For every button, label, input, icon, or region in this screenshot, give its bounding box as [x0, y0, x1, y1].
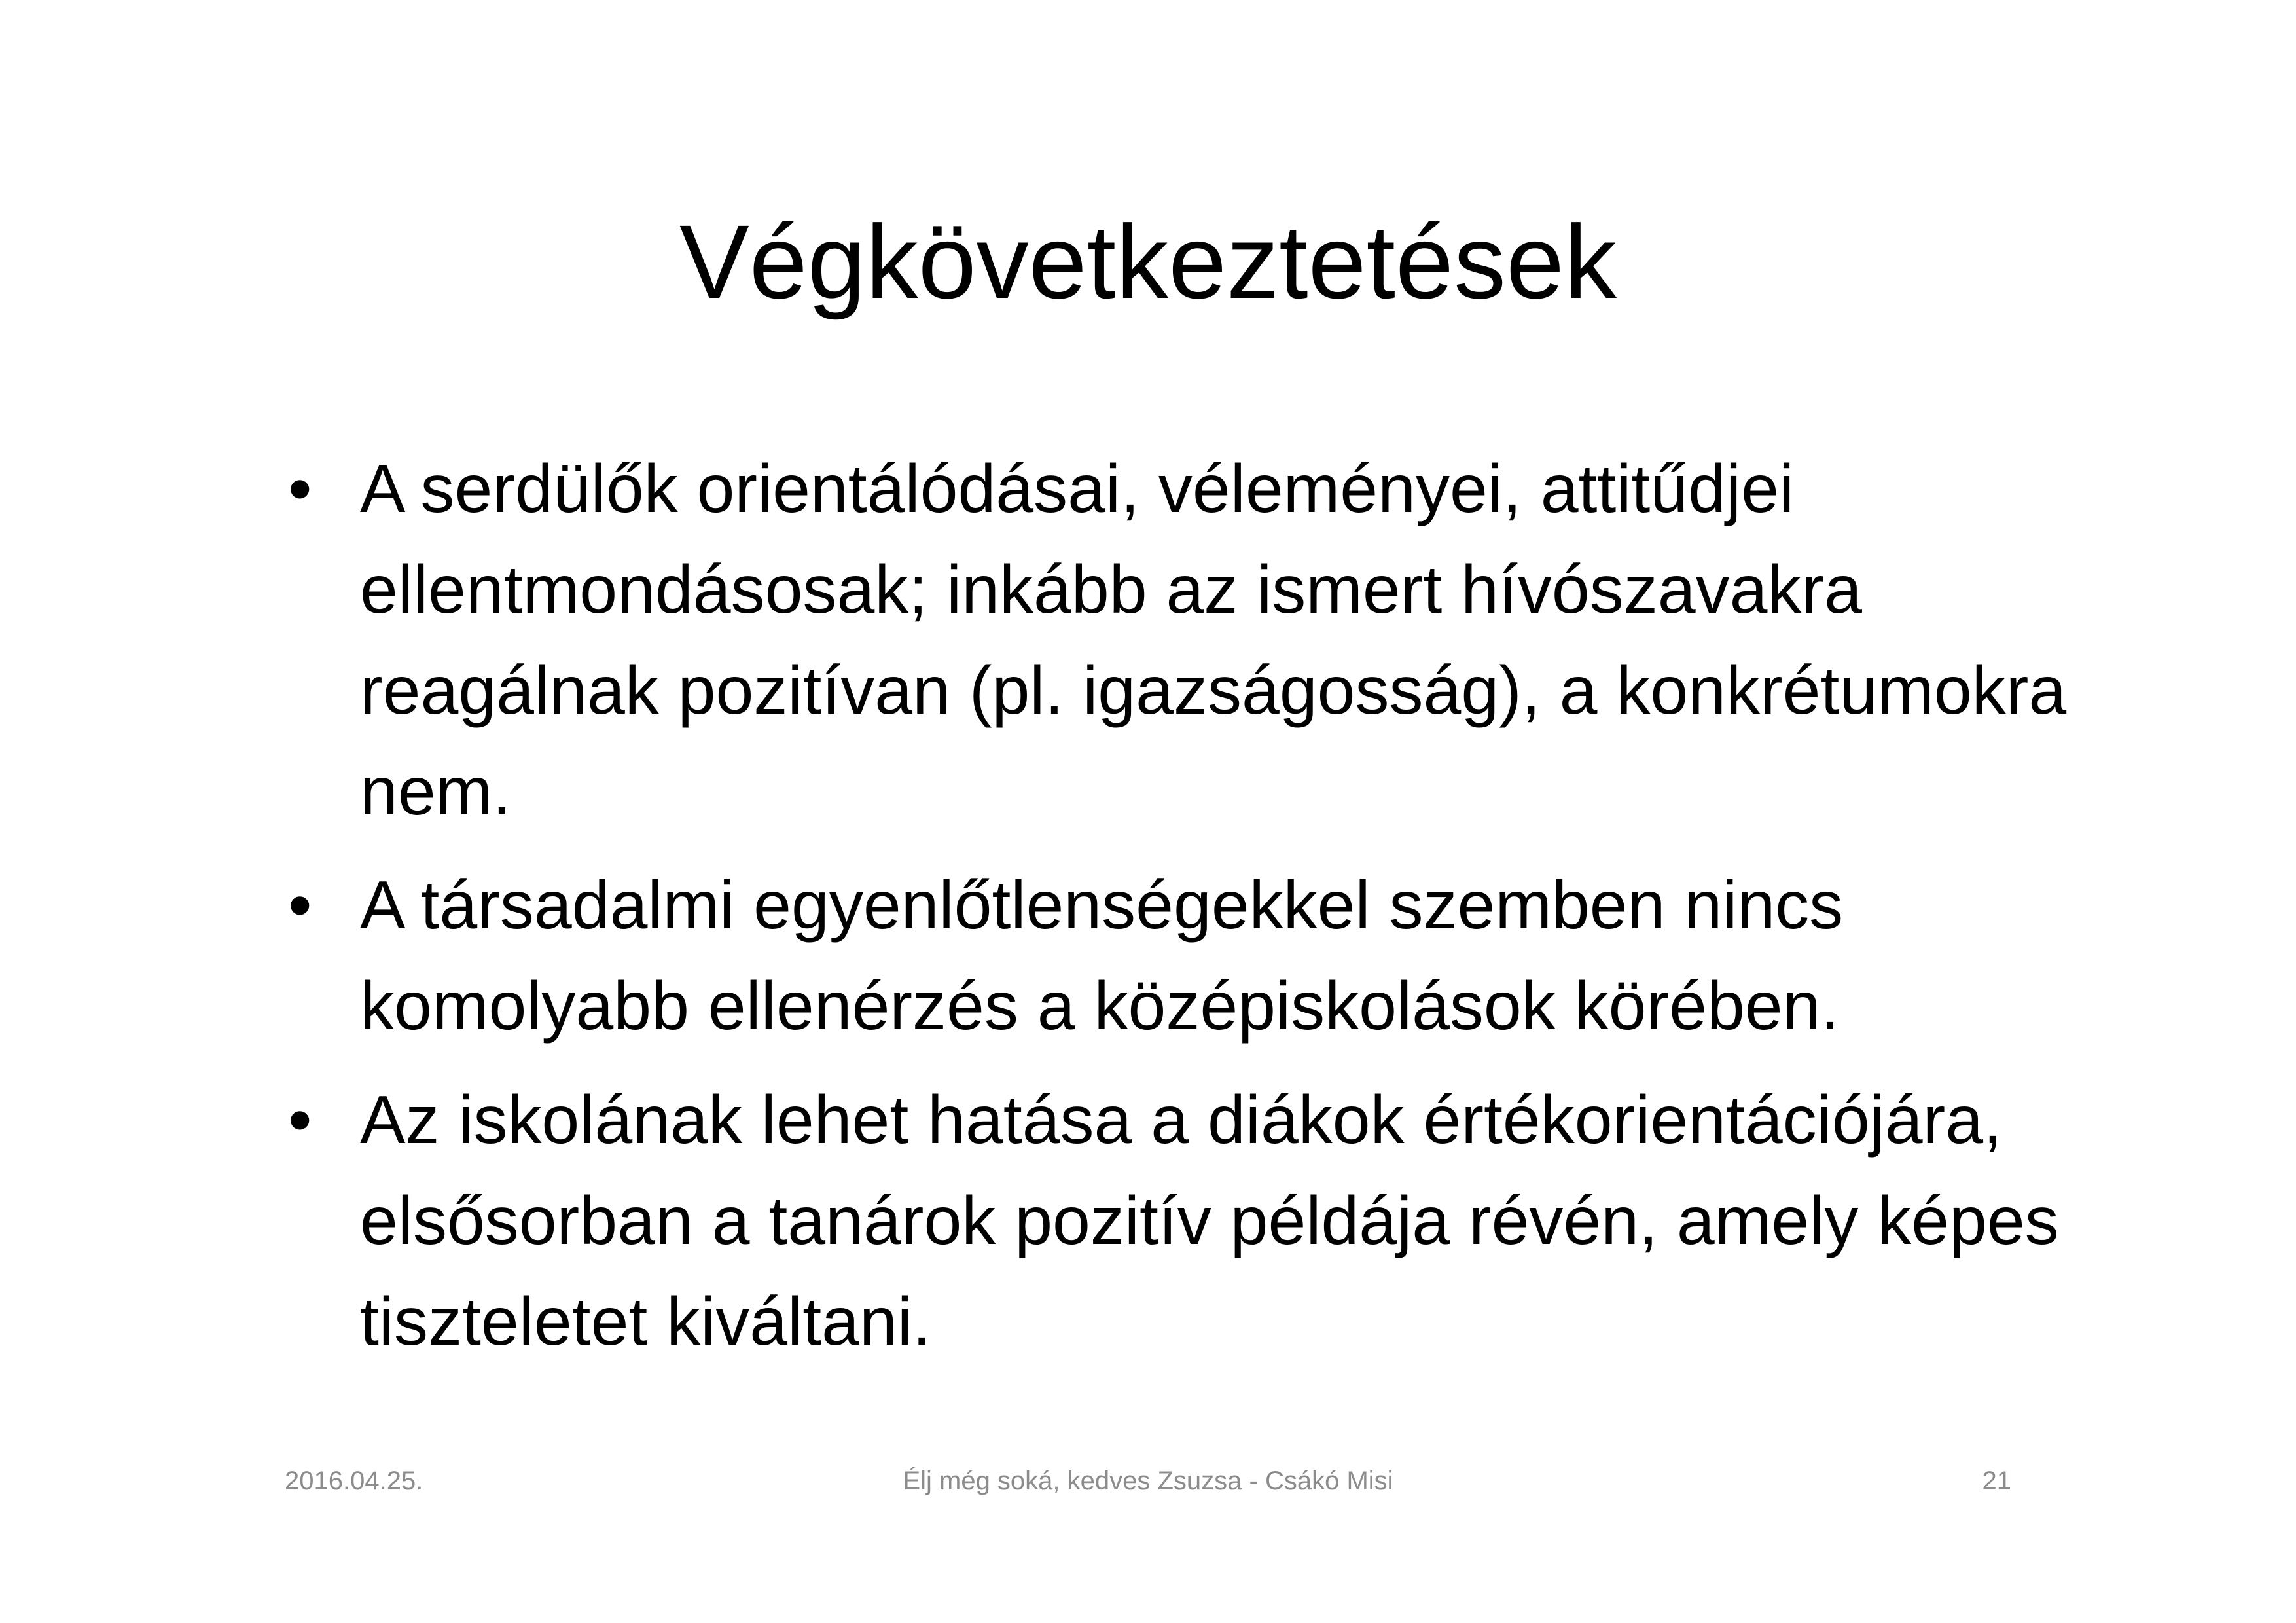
bullet-icon: • — [288, 451, 312, 527]
bullet-text: A serdülők orientálódásai, véleményei, attitűdjei ellentmondásosak; inkább az ismert hívószavakra reagálnak pozitívan (pl. igazságosság), a konkrétumokra nem. — [360, 451, 2067, 830]
bullet-item — [275, 855, 2068, 1057]
footer-text: Élj még soká, kedves Zsuzsa - Csákó Misi — [903, 1467, 1393, 1495]
footer-date: 2016.04.25. — [285, 1467, 423, 1495]
bullet-icon: • — [288, 1082, 312, 1158]
bullet-list — [275, 439, 2068, 1385]
bullet-text: A társadalmi egyenlőtlenségekkel szemben nincs komolyabb ellenérzés a középiskolások körében. — [360, 867, 1844, 1044]
bullet-item — [275, 439, 2068, 842]
slide-title: Végkövetkeztetések — [679, 203, 1617, 320]
bullet-text: Az iskolának lehet hatása a diákok értékorientációjára, elsősorban a tanárok pozitív példája révén, amely képes tiszteletet kiváltani. — [360, 1082, 2059, 1360]
bullet-item — [275, 1070, 2068, 1372]
page-number: 21 — [1982, 1467, 2011, 1495]
bullet-icon: • — [288, 867, 312, 943]
